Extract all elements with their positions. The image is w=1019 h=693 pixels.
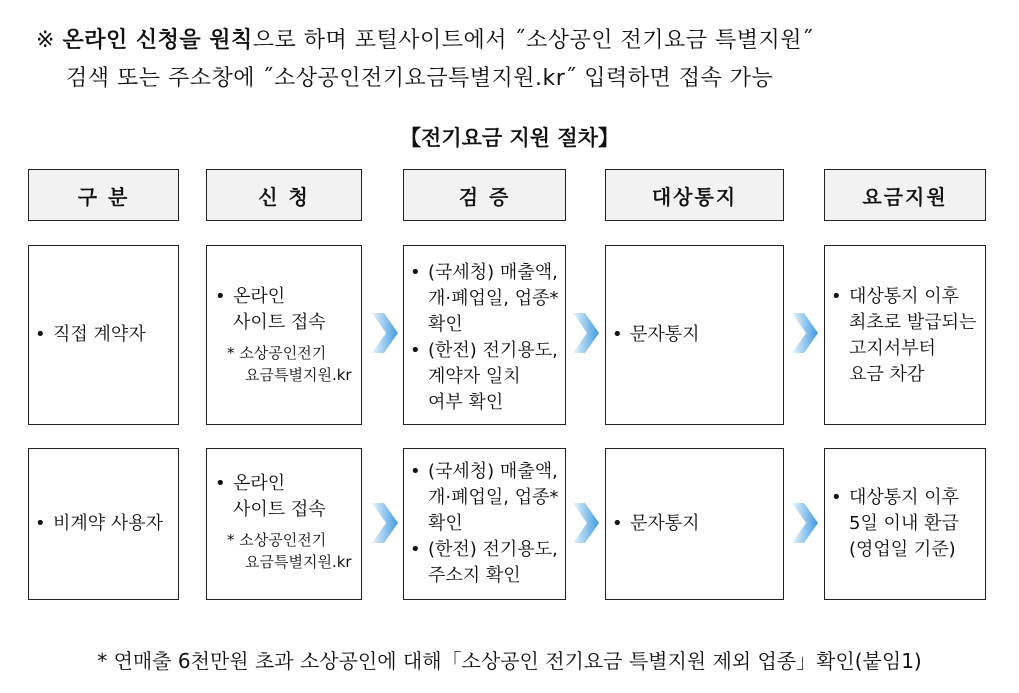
apply-note: * 소상공인전기 bbox=[227, 531, 327, 549]
bullet: • bbox=[612, 324, 623, 345]
verify-line: 주소지 확인 bbox=[428, 565, 521, 586]
chevron-right-icon bbox=[573, 503, 599, 543]
row2-category bbox=[28, 448, 179, 600]
row1-verify bbox=[403, 245, 566, 425]
row2-apply bbox=[206, 448, 362, 600]
header-verify: 검 증 bbox=[403, 169, 566, 221]
bullet: • bbox=[831, 286, 842, 307]
procedure-title: 【전기요금 지원 절차】 bbox=[400, 126, 619, 150]
bullet: • bbox=[410, 461, 421, 482]
category-label: 직접 계약자 bbox=[53, 324, 146, 345]
header-category: 구 분 bbox=[28, 169, 179, 221]
apply-note: 요금특별지원.kr bbox=[245, 553, 352, 571]
verify-line: 확인 bbox=[428, 513, 463, 534]
apply-line: 사이트 접속 bbox=[233, 499, 326, 520]
support-line: 최초로 발급되는 bbox=[849, 312, 977, 333]
verify-line: (한전) 전기용도, bbox=[428, 539, 558, 560]
bullet: • bbox=[215, 286, 226, 307]
intro-line-2: 검색 또는 주소창에 ˝소상공인전기요금특별지원.kr˝ 입력하면 접속 가능 bbox=[66, 66, 774, 91]
apply-line: 사이트 접속 bbox=[233, 312, 326, 333]
bullet: • bbox=[215, 473, 226, 494]
bullet: • bbox=[35, 513, 46, 534]
chevron-right-icon bbox=[792, 503, 818, 543]
support-line: 요금 차감 bbox=[849, 364, 925, 385]
verify-line: 계약자 일치 bbox=[428, 366, 521, 387]
apply-note: 요금특별지원.kr bbox=[245, 366, 352, 384]
support-line: 고지서부터 bbox=[849, 338, 936, 359]
row2-support bbox=[824, 448, 986, 600]
apply-line: 온라인 bbox=[233, 473, 286, 494]
notice-label: 문자통지 bbox=[630, 324, 700, 345]
bullet: • bbox=[831, 487, 842, 508]
verify-line: 확인 bbox=[428, 314, 463, 335]
row1-notice bbox=[605, 245, 784, 425]
bullet: • bbox=[410, 340, 421, 361]
reference-mark: ※ bbox=[36, 28, 55, 53]
support-line: 5일 이내 환급 bbox=[849, 513, 959, 534]
apply-note: * 소상공인전기 bbox=[227, 344, 327, 362]
chevron-right-icon bbox=[573, 313, 599, 353]
chevron-right-icon bbox=[372, 313, 398, 353]
header-support: 요금지원 bbox=[824, 169, 986, 221]
bullet: • bbox=[410, 262, 421, 283]
chevron-right-icon bbox=[792, 313, 818, 353]
verify-line: 개·폐업일, 업종* bbox=[428, 288, 559, 309]
support-line: 대상통지 이후 bbox=[849, 286, 960, 307]
bullet: • bbox=[410, 539, 421, 560]
row1-apply bbox=[206, 245, 362, 425]
intro-emphasis: 온라인 신청을 원칙 bbox=[62, 28, 253, 53]
verify-line: 여부 확인 bbox=[428, 392, 504, 413]
category-label: 비계약 사용자 bbox=[53, 513, 164, 534]
verify-line: 개·폐업일, 업종* bbox=[428, 487, 559, 508]
chevron-right-icon bbox=[372, 503, 398, 543]
intro-line-1 bbox=[36, 22, 814, 60]
header-notice: 대상통지 bbox=[605, 169, 784, 221]
bullet: • bbox=[35, 324, 46, 345]
apply-line: 온라인 bbox=[233, 286, 286, 307]
row1-category bbox=[28, 245, 179, 425]
row1-support bbox=[824, 245, 986, 425]
footnote: * 연매출 6천만원 초과 소상공인에 대해「소상공인 전기요금 특별지원 제외 업종」확인(붙임1) bbox=[97, 649, 922, 673]
support-line: 대상통지 이후 bbox=[849, 487, 960, 508]
verify-line: (한전) 전기용도, bbox=[428, 340, 558, 361]
verify-line: (국세청) 매출액, bbox=[428, 262, 558, 283]
row2-verify bbox=[403, 448, 566, 600]
intro-rest: 으로 하며 포털사이트에서 ˝소상공인 전기요금 특별지원˝ bbox=[252, 28, 814, 53]
row2-notice bbox=[605, 448, 784, 600]
intro-text bbox=[36, 22, 814, 98]
support-line: (영업일 기준) bbox=[849, 539, 956, 560]
verify-line: (국세청) 매출액, bbox=[428, 461, 558, 482]
notice-label: 문자통지 bbox=[630, 513, 700, 534]
bullet: • bbox=[612, 513, 623, 534]
header-apply: 신 청 bbox=[206, 169, 362, 221]
